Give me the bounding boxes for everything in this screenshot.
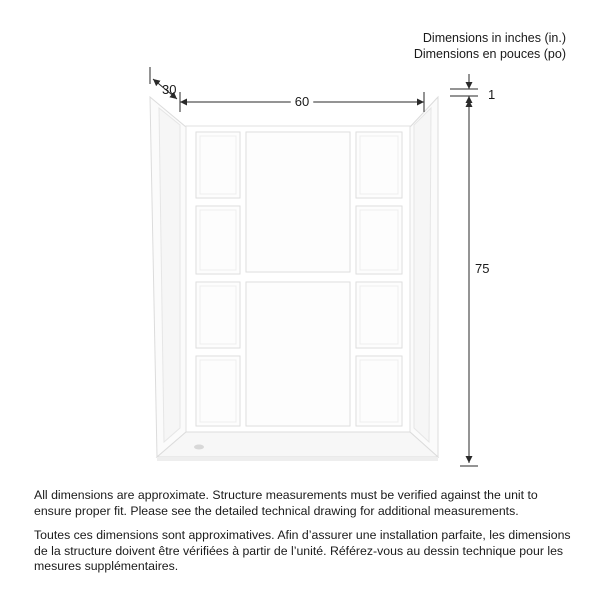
units-english: Dimensions in inches (in.) <box>422 31 566 45</box>
thickness-label: 1 <box>488 87 496 102</box>
shower-base <box>157 432 438 457</box>
drain <box>194 445 204 450</box>
shower-surround <box>150 97 438 461</box>
disclaimer-english: All dimensions are approximate. Structure measurements must be verified against the unit to ensure proper fit. Please see the detailed technical drawing for additional measurements. <box>34 488 538 518</box>
units-french: Dimensions en pouces (po) <box>413 47 566 61</box>
disclaimer-french: Toutes ces dimensions sont approximatives. Afin d’assurer une installation parfaite, les dimensions de la structure doivent être vérifiées à partir de l’unité. Référez-vous au dessin technique pour les mesures supplémentaires. <box>34 528 571 573</box>
height-label: 75 <box>475 261 490 276</box>
units-legend <box>414 30 566 62</box>
depth-label: 30 <box>162 82 177 97</box>
disclaimer <box>34 488 574 584</box>
width-label: 60 <box>294 94 310 109</box>
